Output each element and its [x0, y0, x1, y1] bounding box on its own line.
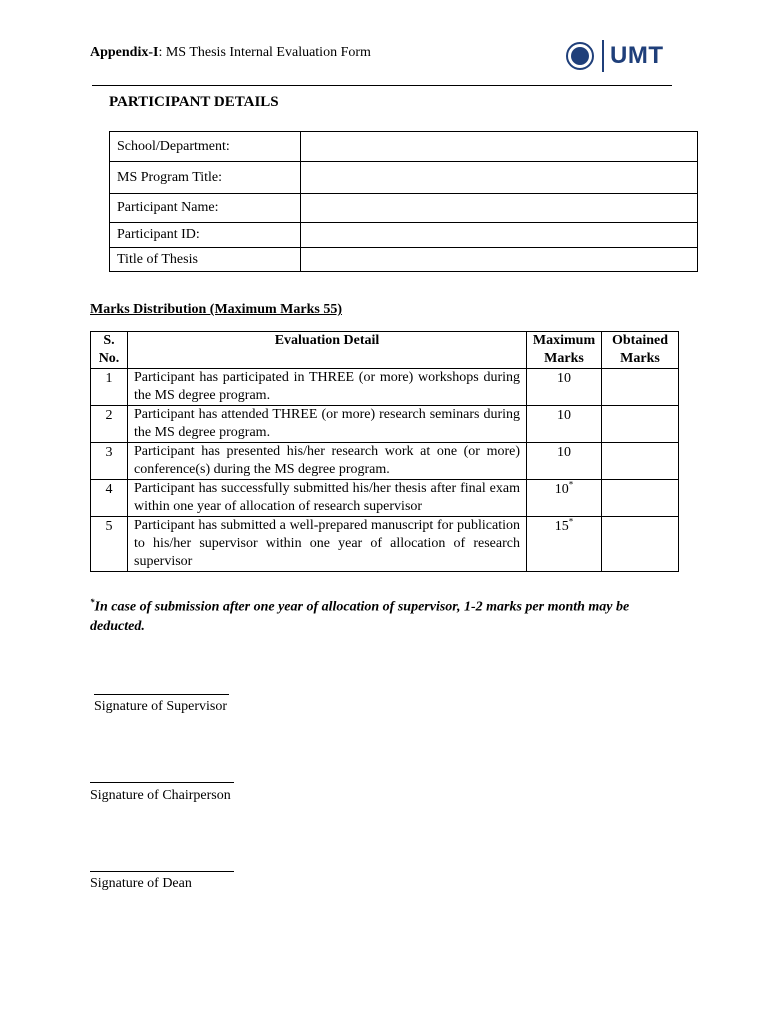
details-row [110, 194, 698, 223]
field-label: MS Program Title: [110, 162, 301, 194]
section-title: PARTICIPANT DETAILS [109, 94, 279, 110]
row-obtained-marks[interactable] [602, 406, 679, 443]
logo-wordmark: UMT [610, 42, 664, 69]
field-value-program[interactable] [301, 162, 698, 194]
marks-header-row [91, 332, 679, 369]
header-rule [92, 85, 672, 86]
row-sno: 2 [91, 406, 128, 443]
table-row [91, 406, 679, 443]
col-header-sno: S. No. [91, 332, 128, 369]
col-header-detail: Evaluation Detail [128, 332, 527, 369]
field-label: School/Department: [110, 132, 301, 162]
document-header [90, 45, 371, 61]
field-value-school[interactable] [301, 132, 698, 162]
row-obtained-marks[interactable] [602, 517, 679, 572]
signature-line-supervisor [94, 694, 229, 695]
col-header-obtained: Obtained Marks [602, 332, 679, 369]
field-value-thesis-title[interactable] [301, 248, 698, 272]
field-label: Title of Thesis [110, 248, 301, 272]
signature-label-chairperson: Signature of Chairperson [90, 788, 231, 803]
signature-label-dean: Signature of Dean [90, 876, 192, 891]
details-row [110, 132, 698, 162]
signature-line-chairperson [90, 782, 234, 783]
row-detail: Participant has attended THREE (or more) research seminars during the MS degree program. [128, 406, 527, 443]
field-value-name[interactable] [301, 194, 698, 223]
row-sno: 3 [91, 443, 128, 480]
participant-details-table [109, 131, 698, 272]
marks-heading: Marks Distribution (Maximum Marks 55) [90, 302, 342, 317]
table-row [91, 480, 679, 517]
signature-line-dean [90, 871, 234, 872]
row-detail: Participant has successfully submitted his/her thesis after final exam within one year of allocation of research supervisor [128, 480, 527, 517]
details-row [110, 162, 698, 194]
row-max-marks: 10 [527, 406, 602, 443]
row-obtained-marks[interactable] [602, 369, 679, 406]
table-row [91, 443, 679, 480]
row-sno: 4 [91, 480, 128, 517]
row-max-marks: 15* [527, 517, 602, 572]
col-header-max: Maximum Marks [527, 332, 602, 369]
details-row [110, 248, 698, 272]
row-detail: Participant has presented his/her research work at one (or more) conference(s) during the MS degree program. [128, 443, 527, 480]
row-sno: 5 [91, 517, 128, 572]
row-detail: Participant has participated in THREE (or more) workshops during the MS degree program. [128, 369, 527, 406]
appendix-label: Appendix-I [90, 45, 159, 60]
form-title: : MS Thesis Internal Evaluation Form [158, 45, 371, 60]
signature-label-supervisor: Signature of Supervisor [94, 699, 227, 714]
table-row [91, 517, 679, 572]
row-max-marks: 10 [527, 369, 602, 406]
umt-logo [566, 40, 663, 72]
footnote: *In case of submission after one year of allocation of supervisor, 1-2 marks per month may be deducted. [90, 597, 630, 634]
field-label: Participant ID: [110, 223, 301, 248]
row-obtained-marks[interactable] [602, 480, 679, 517]
row-max-marks: 10 [527, 443, 602, 480]
marks-table [90, 331, 679, 572]
details-row [110, 223, 698, 248]
row-detail: Participant has submitted a well-prepared manuscript for publication to his/her supervisor within one year of allocation of research supervisor [128, 517, 527, 572]
logo-divider [602, 40, 604, 72]
row-obtained-marks[interactable] [602, 443, 679, 480]
row-max-marks: 10* [527, 480, 602, 517]
umt-seal-icon [566, 42, 594, 70]
table-row [91, 369, 679, 406]
row-sno: 1 [91, 369, 128, 406]
field-label: Participant Name: [110, 194, 301, 223]
field-value-id[interactable] [301, 223, 698, 248]
